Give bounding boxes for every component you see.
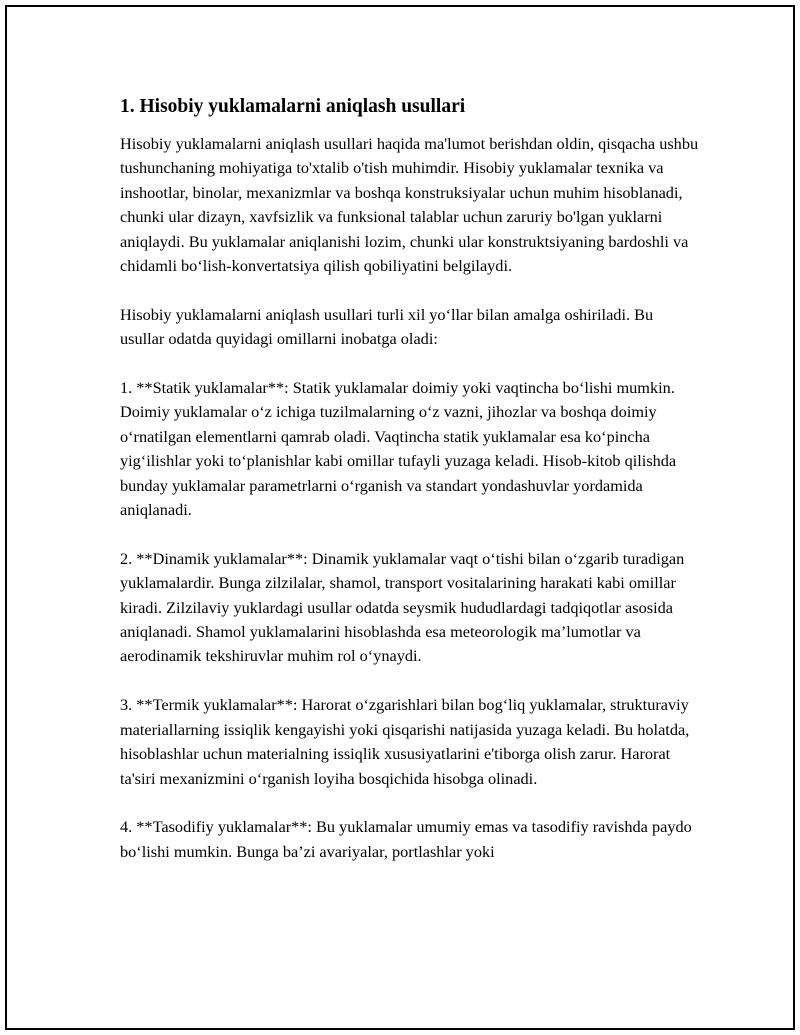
document-page <box>5 5 795 1030</box>
document-body <box>120 95 700 889</box>
paragraph-methods: Hisobiy yuklamalarni aniqlash usullari turli xil yo‘llar bilan amalga oshiriladi. Bu usullar odatda quyidagi omillarni inobatga oladi: <box>120 304 654 349</box>
section-heading: 1. Hisobiy yuklamalarni aniqlash usullari <box>120 96 466 117</box>
paragraph-dynamic-loads: 2. **Dinamik yuklamalar**: Dinamik yuklamalar vaqt o‘tishi bilan o‘zgarib turadigan yuklamalardir. Bunga zilzilalar, shamol, transport vositalarining harakati kabi omillar kiradi. Zilzilaviy yuklardagi usullar odatda seysmik hududlardagi tadqiqotlar asosida aniqlanadi. Shamol yuklamalarini hisoblashda esa meteorologik ma’lumotlar va aerodinamik tekshiruvlar muhim rol o‘ynaydi. <box>120 548 685 666</box>
paragraph-intro: Hisobiy yuklamalarni aniqlash usullari haqida ma'lumot berishdan oldin, qisqacha ushbu tushunchaning mohiyatiga to'xtalib o'tish muhimdir. Hisobiy yuklamalar texnika va inshootlar, binolar, mexanizmlar va boshqa konstruksiyalar uchun muhim hisoblanadi, chunki ular dizayn, xavfsizlik va funksional talablar uchun zaruriy bo'lgan yuklarni aniqlaydi. Bu yuklamalar aniqlanishi lozim, chunki ular konstruktsiyaning bardoshli va chidamli bo‘lish-konvertatsiya qilish qobiliyatini belgilaydi. <box>120 134 699 276</box>
paragraph-static-loads: 1. **Statik yuklamalar**: Statik yuklamalar doimiy yoki vaqtincha bo‘lishi mumkin. Doimiy yuklamalar o‘z ichiga tuzilmalarning o‘z vazni, jihozlar va boshqa doimiy o‘rnatilgan elementlarni qamrab oladi. Vaqtincha statik yuklamalar esa ko‘pincha yig‘ilishlar yoki to‘planishlar kabi omillar tufayli yuzaga keladi. Hisob-kitob qilishda bunday yuklamalar parametrlarni o‘rganish va standart yondashuvlar yordamida aniqlanadi. <box>120 378 677 520</box>
paragraph-thermal-loads: 3. **Termik yuklamalar**: Harorat o‘zgarishlari bilan bog‘liq yuklamalar, strukturaviy materiallarning issiqlik kengayishi yoki qisqarishi natijasida yuzaga keladi. Bu holatda, hisoblashlar uchun materialning issiqlik xususiyatlarini e'tiborga olish zarur. Harorat ta'siri mexanizmini o‘rganish loyiha bosqichida hisobga olinadi. <box>120 695 690 788</box>
paragraph-random-loads: 4. **Tasodifiy yuklamalar**: Bu yuklamalar umumiy emas va tasodifiy ravishda paydo bo‘lishi mumkin. Bunga ba’zi avariyalar, portlashlar yoki <box>120 817 692 861</box>
